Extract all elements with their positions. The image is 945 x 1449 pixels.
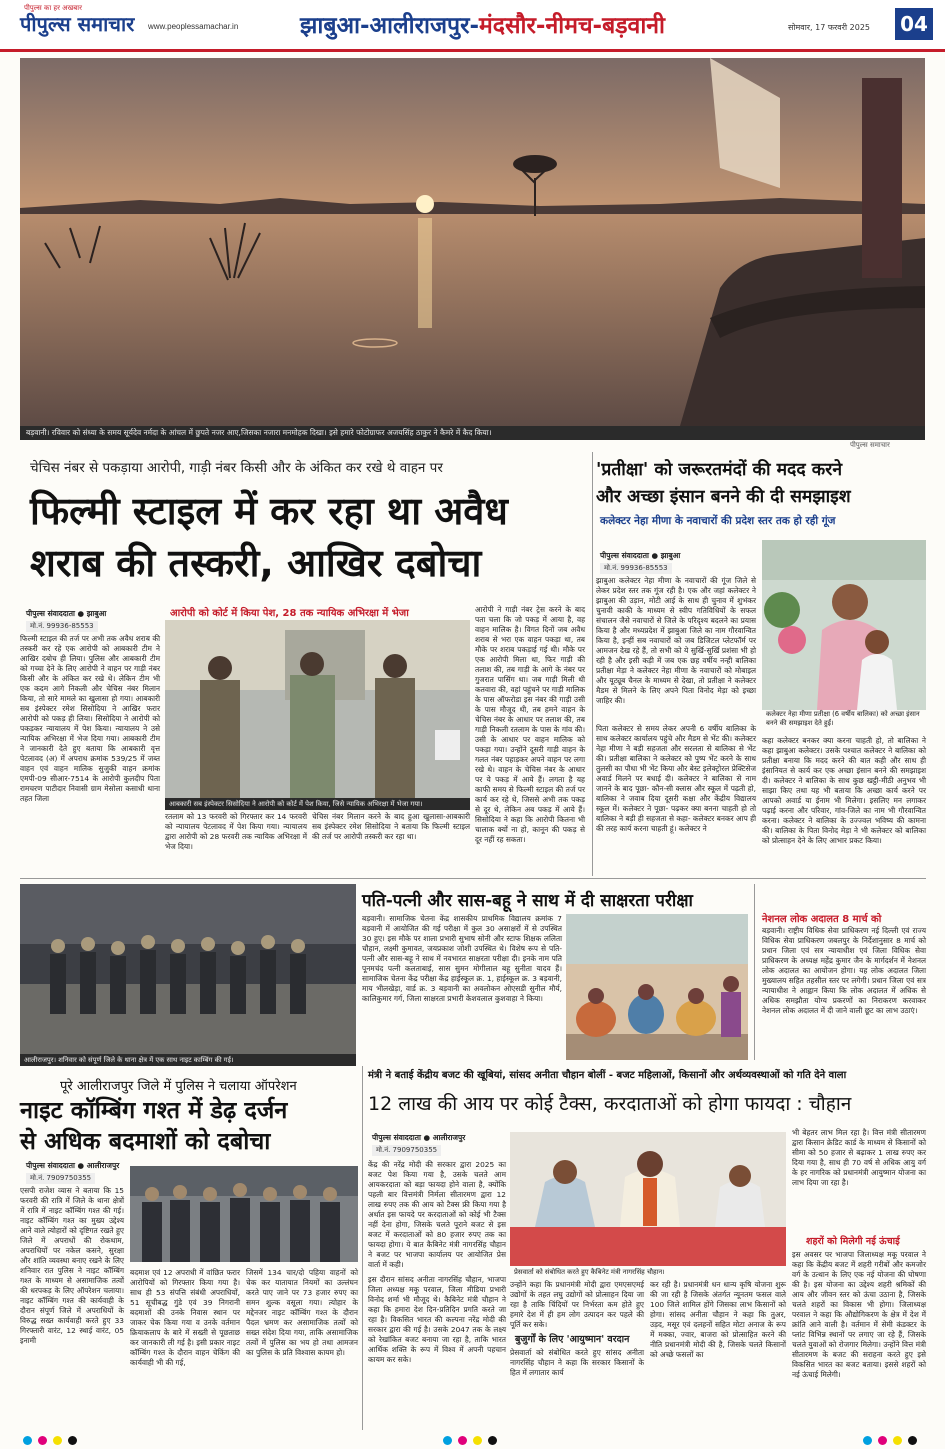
story6-column-4a: भी बेहतर लाभ मिल रहा है। वित्त मंत्री सीतारमण द्वारा किसान क्रेडिट कार्ड के माध्यम से किसानों को सीमा को 50 हजार से बढ़ाकर 1 लाख रुपए कर दिया गया है, साथ ही 70 वर्ष से अधिक आयु वर्ग के हर नागरिक को प्रधानमंत्री आयुष्मान योजना का लाभ दिया जा रहा है।: [792, 1128, 926, 1187]
story2-headline-line1: 'प्रतीक्षा' को जरूरतमंदों की मदद करने: [596, 460, 843, 480]
magenta-dot: [38, 1436, 47, 1445]
literacy-exam-image: [566, 914, 748, 1060]
story2-subhead: कलेक्टर नेहा मीणा के नवाचारों की प्रदेश स्तर तक हो रही गूंज: [600, 515, 836, 527]
cyan-dot: [863, 1436, 872, 1445]
story6-kicker: मंत्री ने बताई केंद्रीय बजट की खूबियां, सांसद अनीता चौहान बोलीं - बजट महिलाओं, किसानों और अर्थव्यवस्थाओं को गति देने वाला: [368, 1070, 847, 1081]
newspaper-logo: पीपुल्स समाचार: [20, 12, 135, 36]
story1-photo-caption: आबकारी सब इंस्पेक्टर सिसोदिया ने आरोपी को कोर्ट में पेश किया, जिसे न्यायिक अभिरक्षा में भेजा गया।: [165, 798, 470, 810]
story1-photo-kicker: आरोपी को कोर्ट में किया पेश, 28 तक न्यायिक अभिरक्षा में भेजा: [170, 608, 409, 619]
story6-column-1b: इस दौरान सांसद अनीता नागरसिंह चौहान, भाजपा जिला अध्यक्ष मकू परवाल, जिला मीडिया प्रभारी विनोद शर्मा भी मौजूद थे। कैबिनेट मंत्री चौहान ने कहा कि हमारा देश दिन-प्रतिदिन प्रगति करते जा रहा है। विकसित भारत की कल्पना नरेंद्र मोदी की सरकार द्वारा की गई है। उसके 2047 तक के लक्ष्य को रेखांकित बजट बनाया जा रहा है, ताकि भारत आर्थिक शक्ति के रूप में विश्व में अपनी पहचान कायम कर सके।: [368, 1275, 506, 1364]
story1-kicker: चेचिस नंबर से पकड़ाया आरोपी, गाड़ी नंबर किसी और के अंकित कर रखे थे वाहन पर: [30, 460, 443, 476]
cyan-dot: [23, 1436, 32, 1445]
story6-column-4b: इस अवसर पर भाजपा जिलाध्यक्ष मकू परवाल ने कहा कि केंद्रीय बजट में शहरी गरीबों और कमजोर वर्ग के उत्थान के लिए एक नई योजना की घोषणा की है। इस योजना का उद्देश्य शहरी श्रमिकों की आय और जीवन स्तर को ऊंचा उठाना है, जिसके चलते शहरों का विकास भी होगा। जिलाध्यक्ष परवाल ने कहा कि औद्योगिकरण के क्षेत्र में देश में क्रांति आने वाली है। वर्तमान में सेमी कंडक्टर के प्लांट विभिन्न स्थानों पर लगाए जा रहे हैं, जिसके चलते युवाओं को रोजगार मिलेगा। उन्होंने वित्त मंत्री सीतारमण के बजट की सराहना करते हुए इसे विकसित भारत का बजट बताया। इससे शहरों को नई ऊंचाई मिलेगी।: [792, 1250, 926, 1379]
story3-photo-exam: [566, 914, 748, 1060]
story2-photo-collector: [762, 540, 926, 710]
edition-title: [300, 8, 665, 40]
story6-mobile: मो.नं. 7909750355: [372, 1145, 441, 1156]
black-dot: [68, 1436, 77, 1445]
story6-photo-caption: प्रेसवार्ता को संबोधित करते हुए कैबिनेट मंत्री नागरसिंह चौहान।: [510, 1266, 786, 1278]
column-rule-3: [362, 1066, 363, 1430]
story6-column-2: उन्होंने कहा कि प्रधानमंत्री मोदी द्वारा एमएसएमई उद्योगों के तहत लघु उद्योगों को प्रोत्साहन दिया जा रहा है ताकि चिंदियों पर निर्भरता कम होते हुए हमारे देश में ही हम लोग उत्पादन कर पहले की पूर्ति कर सके।: [510, 1280, 644, 1329]
story3-headline: पति-पत्नी और सास-बहू ने साथ में दी साक्षरता परीक्षा: [362, 891, 693, 911]
hero-sunset-photo: [20, 58, 925, 426]
story6-byline: पीपुल्स संवाददाता ● आलीराजपुर: [372, 1133, 466, 1142]
story5-headline: [20, 1095, 358, 1157]
police-team-night-image: [20, 884, 356, 1054]
story6-byline-place: आलीराजपुर: [432, 1133, 466, 1142]
story6-subhead-ayushman: बुजुर्गों के लिए 'आयुष्मान' वरदान: [515, 1334, 630, 1345]
story5-photo-police: [20, 884, 356, 1054]
story1-column-4: आरोपी ने गाड़ी नंबर ट्रेस करने के बाद पता चला कि जो पकड़ में आया है, वह वाहन मालिक है। विगत दिनों जब अवैध शराब से भरा एक वाहन पकड़ा था, तब मौके पर शराब पकड़ाई गई थी। मौके पर एक आरोपी मिला था, फिर गाड़ी की तलाश की, तब गाड़ी के आगे के नंबर पर गुजरात पासिंग था। जब गाड़ी मिली थी कतवारा की, वहां पहुंचने पर गाड़ी मालिक के पास ऑफरोडा इस नंबर की गाड़ी उसी के पास मौजूद थी, तब हमने वाहन के चेचिस नंबर के आधार पर तलाश की, तब गाड़ी निकली रतलाम के पास के गांव की। उसी के आधार पर वाहन मालिक को पकड़ा गया। उन्होंने दूसरी गाड़ी वाहन के गलत नंबर पहाड़कर अपने वाहन पर लगा रखे थे। वाहन के चेचिस नंबर के आधार पर ये पकड़ में आये हैं। लगता है यह काफी समय से फिल्मी स्टाइल की तर्ज पर कार्य कर रहे थे, जिससे अभी तक पकड़ से दूर थे, लेकिन अब पकड़ में आये हैं। सिसोदिया ने कहा कि आरोपी कितना भी चालाक क्यों ना हो, कानून की पकड़ से दूर नहीं रह सकता।: [475, 605, 585, 844]
black-dot: [908, 1436, 917, 1445]
story5-column-1: एसपी राजेश व्यास ने बताया कि 15 फरवरी की रात्रि में जिले के थाना क्षेत्रों में रात्रि में नाइट कॉम्बिंग गश्त की गई। नाइट कॉम्बिंग गश्त का मुख्य उद्देश्य आने वाले त्योहारों को दृष्टिगत रखते हुए जिले में अपराधों की रोकथाम, अपराधियों पर नकेल कसने, सुरक्षा और शांति व्यवस्था बनाए रखने के लिए शनिवार रात पुलिस ने नाइट कॉम्बिंग गश्त के माध्यम से असामाजिक तत्वों की धरपकड़ के लिए ऑपरेशन चलाया। नाइट कॉम्बिंग गश्त की कार्यवाही के दौरान संपूर्ण जिले में अपराधियों के विरुद्ध सख्त कार्यवाही करते हुए 33 गिरफ्तारी वारंट, 12 स्थाई वारंट, 05 इनामी: [20, 1186, 124, 1345]
story1-byline-name: पीपुल्स संवाददाता: [26, 609, 75, 618]
story2-byline-name: पीपुल्स संवाददाता: [600, 551, 649, 560]
cyan-dot: [443, 1436, 452, 1445]
black-dot: [488, 1436, 497, 1445]
yellow-dot: [893, 1436, 902, 1445]
story1-headline: [30, 485, 590, 589]
story2-column-3: कहा कलेक्टर बनकर क्या करना चाहती हो, तो बालिका ने कहा झाबुआ कलेक्टर। उसके पश्चात कलेक्टर ने बालिका को प्रतीक्षा बनाया कि मदद करने की बात कही और साथ ही इंसानियत से कार्य कर एक अच्छा इंसान बनने की समझाइश दी। कलेक्टर ने बालिका के साथ कुछ खट्ठी-मीठी अनुभव भी साझा किए तथा यह भी बताया कि अच्छा कार्य करने पर आपको अवार्ड या ईनाम भी मिलेगा। इसलिए मन लगाकर पढ़ाई करना और परिवार, गांव-जिले का नाम भी गौरवान्वित करना। कलेक्टर ने बालिका के उज्ज्वल भविष्य की कामना की। बालिका के पिता विनोद मेड़ा ने भी कलेक्टर को बालिका को प्रोत्साहन देने के लिए आभार प्रकट किया।: [762, 736, 926, 845]
section-rule: [20, 878, 926, 879]
story6-column-3: कर रही है। प्रधानमंत्री धन धान्य कृषि योजना शुरू की जा रही है जिसके अंतर्गत न्यूनतम फसल वाले 100 जिले शामिल होंगे जिसका लाभ किसानों को होगा। सांसद अनीता चौहान ने कहा कि तुअर, उड़द, मसूर एवं दलहनों सहित मोटा अनाज के रूप में मक्का, ज्वार, बाजरा को प्रोत्साहित करने की नीति प्रधानमंत्री मोदी की है, जिसके चलते किसानों को अच्छे फसलों का: [650, 1280, 786, 1359]
police-and-accused-image: [165, 620, 470, 798]
color-registration-marks-center: [440, 1430, 500, 1442]
column-rule: [592, 452, 593, 876]
masthead: [0, 0, 945, 52]
website-url: www.peoplessamachar.in: [148, 22, 239, 31]
story6-headline: 12 लाख की आय पर कोई टैक्स, करदाताओं को होगा फायदा : चौहान: [368, 1093, 852, 1115]
story3-text: बड़वानी। सामाजिक चेतना केंद्र शासकीय प्राथमिक विद्यालय क्रमांक 7 बड़वानी में आयोजित की गई परीक्षा में कुल 30 असाक्षरों में से उपस्थित 30 हुए। इस मौके पर शाला प्रभारी सुभाष सोनी और स्टाफ शिक्षक ललिता चौहान, लक्ष्मी कुमावत, जयप्रकाश जोशी उपस्थित थे। विशेष रूप से पति-पत्नी और सास-बहू ने साथ में नवभारत साक्षरता परीक्षा दी। इनके नाम पति पूनमचंद पत्नी कलताबाई, सास सुमन मोगीलाल बहू सुनीता यादव हैं। सामाजिक चेतना केंद्र परीक्षा केंद्र हाईस्कूल क्र. 1, हाईस्कूल क्र. 3 बड़वानी, माय भीलखेड़ा, वार्ड क्र. 3 बड़वानी का अवलोकन ओएसडी सुनील मौर्य, कालिकुमार गर्ग, जिला साक्षरता प्रभारी केशवलाल कुशवाहा ने किया।: [362, 914, 562, 1003]
story5-photo-caption: आलीराजपुर। शनिवार को संपूर्ण जिले के थाना क्षेत्र में एक साथ नाइट काम्बिंग की गई।: [20, 1054, 356, 1066]
yellow-dot: [473, 1436, 482, 1445]
story5-column-2: बदमाश एवं 12 अपराधी में वांछित फरार आरोपियों को गिरफ्तार किया गया है। साथ ही 53 संपत्ति संबंधी अपराधियों, 51 सूचीबद्ध गुंडे एवं 39 निगरानी बदमाशों की उनके निवास स्थान पर जाकर चेक किया गया व उनके वर्तमान क्रियाकलाप के बारे में सख्ती से पूछताछ कर जानकारी ली गई है। इसी प्रकार नाइट कॉम्बिंग गश्त के दौरान वाहन चेकिंग की कार्यवाही भी की गई,: [130, 1268, 240, 1367]
collector-with-girl-image: [762, 540, 926, 710]
story1-photo-accused: [165, 620, 470, 798]
magenta-dot: [458, 1436, 467, 1445]
story4-headline: नेशनल लोक अदालत 8 मार्च को: [762, 914, 882, 925]
press-conference-image: [510, 1132, 786, 1266]
story2-byline: पीपुल्स संवाददाता ● झाबुआ: [600, 551, 681, 560]
story6-subhead-cities: शहरों को मिलेगी नई ऊंचाई: [806, 1236, 900, 1247]
column-rule-2: [754, 884, 755, 1060]
story6-photo-press: [510, 1132, 786, 1266]
story6-byline-name: पीपुल्स संवाददाता: [372, 1133, 421, 1142]
arrested-persons-image: [130, 1166, 358, 1262]
story5-kicker: पूरे आलीराजपुर जिले में पुलिस ने चलाया ऑपरेशन: [60, 1079, 297, 1094]
edition-title-blue: झाबुआ-आलीराजपुर-: [300, 13, 480, 39]
hero-credit: पीपुल्स समाचार: [850, 441, 890, 449]
story5-photo-arrested: [130, 1166, 358, 1262]
story1-column-2: रतलाम को 13 फरवरी को गिरफ्तार कर 14 फरवरी को न्यायालय पेटलावद में पेश किया गया। न्यायालय द्वारा आरोपी को 28 फरवरी तक न्यायिक अभिरक्षा में भेज दिया।: [165, 812, 307, 851]
story4-text: बड़वानी। राष्ट्रीय विधिक सेवा प्राधिकरण नई दिल्ली एवं राज्य विधिक सेवा प्राधिकरण जबलपुर के निर्देशानुसार 8 मार्च को प्रधान जिला एवं सत्र न्यायाधीश एवं जिला विधिक सेवा प्राधिकरण के अध्यक्ष महेंद्र कुमार जैन के मार्गदर्शन में नेशनल लोक अदालत का आयोजन होगा। यह लोक अदालत जिला मुख्यालय सहित तहसील स्तर पर लगेगी। प्रधान जिला एवं सत्र न्यायाधीश ने आह्वान किया कि लोक अदालत में अधिक से अधिक समझौता योग्य प्रकरणों का निराकरण करवाकर नेशनल लोक अदालत में दी जाने वाली छूट का लाभ उठाएं।: [762, 926, 926, 1015]
yellow-dot: [53, 1436, 62, 1445]
story5-byline-name: पीपुल्स संवाददाता: [26, 1161, 75, 1170]
story1-headline-line1: फिल्मी स्टाइल में कर रहा था अवैध: [30, 489, 508, 533]
story6-column-2b: प्रेसवार्ता को संबोधित करते हुए सांसद अनीता नागरसिंह चौहान ने कहा कि सरकार किसानों के हित में लगातार कार्य: [510, 1348, 644, 1377]
story5-byline: पीपुल्स संवाददाता ● आलीराजपुर: [26, 1161, 120, 1170]
story2-mobile: मो.नं. 99936-85553: [600, 563, 672, 574]
color-registration-marks-left: [20, 1430, 80, 1442]
color-registration-marks-right: [860, 1430, 920, 1442]
story5-mobile: मो.नं. 7909750355: [26, 1173, 95, 1184]
sunset-river-image: [20, 58, 925, 426]
story1-mobile: मो.नं. 99936-85553: [26, 621, 98, 632]
story2-headline-line2: और अच्छा इंसान बनने की दी समझाइश: [596, 487, 851, 507]
story1-column-1: फिल्मी स्टाइल की तर्ज पर अभी तक अवैध शराब की तस्करी कर रहे एक आरोपी को आबकारी टीम ने आखिर दबोच ही लिया। पुलिस और आबकारी टीम को गच्चा देने के लिए आरोपी ने वाहन पर गाड़ी नंबर किसी और के अंकित कर रखे थे। लेकिन टीम भी एक कदम आगे निकली और चेचिस नंबर मिलान किया, तो सारे मामले का खुलासा हो गया। आबकारी सब इंस्पेक्टर रमेश सिसोदिया ने आखिर फरार आरोपी को पकड़ ही लिया। सिसोदिया ने आरोपी को पकड़कर न्यायालय में पेश किया। न्यायालय ने उसे न्यायिक अभिरक्षा में भेज दिया गया। आबकारी टीम ने जानकारी देते हुए बताया कि आबकारी वृत्त पेटलावद (अ) में अपराध क्रमांक 539/25 में जब्त वाहन एवं वाहन मालिक सुजुकी वाहन क्रमांक एमपी-09 सीआर-7514 के आरोपी कुलदीप पिता रामचरण पाटीदार निवासी ग्राम मेसोला कसाधी थाना तहत जिला: [20, 634, 160, 803]
story5-headline-line2: से अधिक बदमाशों को दबोचा: [20, 1127, 271, 1155]
story1-headline-line2: शराब की तस्करी, आखिर दबोचा: [30, 541, 482, 585]
story2-column-2: पिता कलेक्टर से समय लेकर अपनी 6 वर्षीय बालिका के साथ कलेक्टर कार्यालय पहुंचे और मैडम से भेंट की। कलेक्टर नेहा मीणा ने बड़ी सहजता और सरलता से बालिका से भेंट की। प्रतीक्षा बालिका ने कलेक्टर को पुष्प भेंट करने के साथ तुलसी का पौधा भी भेंट किया और बेस्ट इलेक्ट्रोरल प्रेक्टिसेज अवार्ड मिलने पर बधाई दी। कलेक्टर ने बालिका से नाम जानने के बाद पूछा- कौन-सी क्लास और स्कूल में पढ़ती हो, बालिका ने जवाब दिया दूसरी कक्षा और केंद्रीय विद्यालय स्कूल में। कलेक्टर ने पूछा- पढ़कर क्या बनना चाहती हो तो बालिका ने बड़ी ही सहजता से कहा- कलेक्टर बनकर आप ही की तरह कार्य करना चाहती हूं। कलेक्टर ने: [596, 724, 756, 833]
story1-byline-place: झाबुआ: [86, 609, 107, 618]
story2-column-1: झाबुआ कलेक्टर नेहा मीणा के नवाचारों की गूंज जिले से लेकर प्रदेश स्तर तक गूंज रही है। एक और जहां कलेक्टर ने झाबुआ की उड़ान, मोटी आई के साथ ही चुनाव में शुभंकर चुनावी काकी के माध्यम से स्वीप गतिविधियों के सफल संचालन जैसे नवाचारों से जिले के परिदृश्य बदलने का प्रयास किया है और मध्यप्रदेश में झाबुआ जिले का नाम गौरवान्वित किया है, इन्हीं सब नवाचारों को जब डिजिटल प्लेटफॉर्म पर आमजन देख रहे हैं, तो सभी को ये सुर्खि-सुर्खि प्रशंसा भी हो रही है और इसी कड़ी में जब एक छह वर्षीय नन्ही बालिका प्रतीक्षा मेड़ा ने कलेक्टर नेहा मीणा के नवाचारों को मोबाइल और यूट्यूब चैनल के माध्यम से देखा, तो प्रतीक्षा ने कलेक्टर मैडम से मिलने के लिए अपने पिता विनोद मेड़ा को इच्छा जाहिर की।: [596, 576, 756, 705]
story2-byline-place: झाबुआ: [660, 551, 681, 560]
story5-column-3: जिसमें 134 चार/दो पहिया वाहनों को चेक कर यातायात नियमों का उल्लंघन करते पाए जाने पर 73 हजार रुपए का समन शुल्क वसूला गया। त्योहार के मद्देनजर नाइट कॉम्बिंग गश्त के दौरान पैदल भ्रमण कर असामाजिक तत्वों को सख्त संदेश दिया गया, ताकि असामाजिक तत्वों में पुलिस का भय हो तथा आमजन का पुलिस के प्रति विश्वास कायम हो।: [246, 1268, 358, 1357]
story2-headline: [596, 457, 931, 511]
story1-byline: पीपुल्स संवाददाता ● झाबुआ: [26, 609, 107, 618]
magenta-dot: [878, 1436, 887, 1445]
issue-date: सोमवार, 17 फरवरी 2025: [788, 23, 870, 32]
story6-column-1: केंद्र की नरेंद्र मोदी की सरकार द्वारा 2025 का बजट पेश किया गया है, उसके चलते आम आयकरदाता को बड़ा फायदा होने वाला है, क्योंकि पहली बार वित्तमंत्री निर्मला सीतारमण द्वारा 12 लाख रुपए तक की आय को टैक्स फ्री किया गया है अर्थात इस फायदे पर करदाताओं को कोई भी टैक्स नहीं देना होगा, जिसके चलते पूराने बजट से इस बजट में करदाताओं को 80 हजार रुपए तक का फायदा होगा। ये बात कैबिनेट मंत्री नागरसिंह चौहान ने बजट पर भाजपा कार्यालय पर आयोजित प्रेस वार्ता में कही।: [368, 1160, 506, 1269]
page-number: 04: [895, 8, 933, 40]
story5-byline-place: आलीराजपुर: [86, 1161, 120, 1170]
masthead-tagline: पीपुल्स का हर अखबार: [24, 4, 82, 12]
edition-title-red: मंदसौर-नीमच-बड़वानी: [479, 13, 666, 39]
story5-headline-line1: नाइट कॉम्बिंग गश्त में डेढ़ दर्जन: [20, 1096, 288, 1124]
story2-photo-caption: कलेक्टर नेहा मीणा प्रतीक्षा (6 वर्षीय बालिका) को अच्छा इंसान बनने की समझाइश देते हुईं।: [762, 710, 926, 732]
story1-column-3: चेचिस नंबर मिलान करने के बाद हुआ खुलासा-आबकारी सब इंस्पेक्टर रमेश सिसोदिया ने बताया कि फिल्मी स्टाइल की तर्ज पर आरोपी तस्करी कर रहा था।: [312, 812, 470, 841]
hero-caption: बड़वानी। रविवार को संध्या के समय सूर्यदेव नर्मदा के आंचल में छुपते नजर आए,जिसका नजारा मनमोहक दिखा। इसे हमारे फोटोग्राफर अजयसिंह ठाकुर ने कैमरे में कैद किया।: [20, 426, 925, 440]
